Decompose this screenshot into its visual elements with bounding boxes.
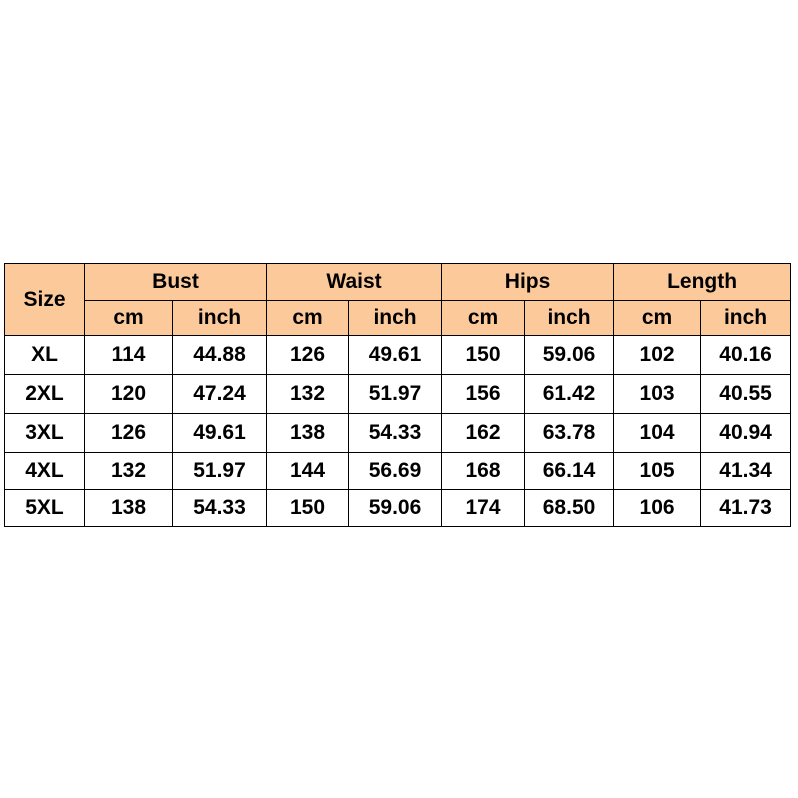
waist-inch-cell: 59.06 [349, 490, 442, 527]
bust-inch-header: inch [173, 301, 267, 336]
waist-inch-cell: 56.69 [349, 453, 442, 490]
bust-cm-cell: 138 [85, 490, 173, 527]
size-cell: XL [5, 336, 85, 375]
waist-inch-cell: 51.97 [349, 375, 442, 414]
bust-cm-cell: 114 [85, 336, 173, 375]
hips-cm-cell: 168 [442, 453, 525, 490]
table-row [5, 375, 791, 414]
waist-cm-header: cm [267, 301, 349, 336]
bust-inch-cell: 49.61 [173, 414, 267, 453]
size-cell: 2XL [5, 375, 85, 414]
waist-inch-header: inch [349, 301, 442, 336]
waist-cm-cell: 150 [267, 490, 349, 527]
length-header: Length [614, 264, 791, 301]
length-inch-cell: 41.34 [701, 453, 791, 490]
length-cm-cell: 106 [614, 490, 701, 527]
waist-cm-cell: 144 [267, 453, 349, 490]
size-cell: 4XL [5, 453, 85, 490]
bust-inch-cell: 54.33 [173, 490, 267, 527]
length-cm-cell: 102 [614, 336, 701, 375]
hips-cm-cell: 156 [442, 375, 525, 414]
length-inch-cell: 40.55 [701, 375, 791, 414]
size-header: Size [5, 264, 85, 336]
hips-inch-cell: 63.78 [525, 414, 614, 453]
hips-header: Hips [442, 264, 614, 301]
bust-inch-cell: 44.88 [173, 336, 267, 375]
size-chart-table [4, 263, 791, 527]
hips-cm-header: cm [442, 301, 525, 336]
bust-cm-cell: 120 [85, 375, 173, 414]
table-row [5, 414, 791, 453]
hips-inch-cell: 68.50 [525, 490, 614, 527]
waist-cm-cell: 126 [267, 336, 349, 375]
length-cm-cell: 105 [614, 453, 701, 490]
header-group-row [5, 264, 791, 301]
length-inch-cell: 41.73 [701, 490, 791, 527]
hips-inch-cell: 59.06 [525, 336, 614, 375]
waist-cm-cell: 132 [267, 375, 349, 414]
bust-inch-cell: 47.24 [173, 375, 267, 414]
table-row [5, 490, 791, 527]
bust-cm-header: cm [85, 301, 173, 336]
length-cm-header: cm [614, 301, 701, 336]
header-unit-row [5, 301, 791, 336]
bust-cm-cell: 126 [85, 414, 173, 453]
length-cm-cell: 103 [614, 375, 701, 414]
table-row [5, 336, 791, 375]
hips-inch-cell: 61.42 [525, 375, 614, 414]
table-row [5, 453, 791, 490]
waist-header: Waist [267, 264, 442, 301]
length-inch-header: inch [701, 301, 791, 336]
waist-inch-cell: 54.33 [349, 414, 442, 453]
hips-inch-header: inch [525, 301, 614, 336]
length-inch-cell: 40.16 [701, 336, 791, 375]
size-cell: 3XL [5, 414, 85, 453]
bust-inch-cell: 51.97 [173, 453, 267, 490]
hips-cm-cell: 162 [442, 414, 525, 453]
hips-cm-cell: 174 [442, 490, 525, 527]
waist-cm-cell: 138 [267, 414, 349, 453]
bust-header: Bust [85, 264, 267, 301]
size-cell: 5XL [5, 490, 85, 527]
hips-inch-cell: 66.14 [525, 453, 614, 490]
bust-cm-cell: 132 [85, 453, 173, 490]
length-cm-cell: 104 [614, 414, 701, 453]
length-inch-cell: 40.94 [701, 414, 791, 453]
waist-inch-cell: 49.61 [349, 336, 442, 375]
hips-cm-cell: 150 [442, 336, 525, 375]
